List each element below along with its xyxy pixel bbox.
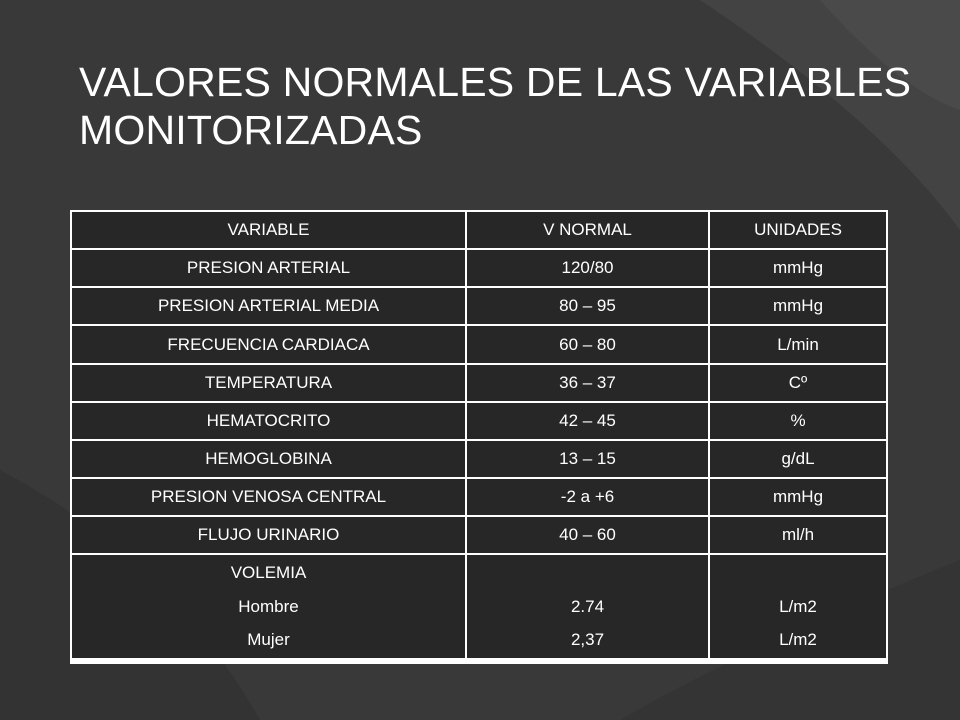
normal-value-cell: 60 – 80: [467, 326, 708, 362]
values-table: [70, 210, 888, 660]
table-row: [72, 441, 886, 477]
normal-value-cell: 120/80: [467, 250, 708, 286]
table-row: [72, 517, 886, 553]
table-row: [72, 479, 886, 515]
variable-cell: PRESION VENOSA CENTRAL: [72, 479, 465, 515]
table-row: [72, 288, 886, 324]
volemia-mujer-label: Mujer: [247, 630, 290, 650]
variable-cell: HEMOGLOBINA: [72, 441, 465, 477]
volemia-mujer-unit: L/m2: [779, 630, 817, 650]
title-line-1: VALORES NORMALES DE LAS VARIABLES: [79, 59, 912, 105]
volemia-label: VOLEMIA: [230, 563, 307, 583]
table-header-row: [72, 212, 886, 248]
title-line-2: MONITORIZADAS: [79, 107, 423, 153]
volemia-mujer-value: 2,37: [570, 630, 605, 650]
variable-cell: HEMATOCRITO: [72, 403, 465, 439]
volemia-hombre-unit: L/m2: [779, 596, 817, 616]
variable-cell: TEMPERATURA: [72, 365, 465, 401]
normal-value-cell: 80 – 95: [467, 288, 708, 324]
normal-value-cell: -2 a +6: [467, 479, 708, 515]
header-units: UNIDADES: [710, 212, 886, 248]
volemia-hombre-value: 2.74: [570, 596, 605, 616]
units-cell: g/dL: [710, 441, 886, 477]
units-cell: mmHg: [710, 250, 886, 286]
table-row-volemia: [72, 555, 886, 658]
units-cell: mmHg: [710, 479, 886, 515]
table-row: [72, 403, 886, 439]
variable-cell: PRESION ARTERIAL: [72, 250, 465, 286]
variable-cell: PRESION ARTERIAL MEDIA: [72, 288, 465, 324]
units-cell: Cº: [710, 365, 886, 401]
volemia-units-cell: [710, 555, 886, 658]
volemia-value-cell: [467, 555, 708, 658]
values-table-frame: [70, 210, 888, 664]
units-cell: ml/h: [710, 517, 886, 553]
units-cell: %: [710, 403, 886, 439]
table-row: [72, 365, 886, 401]
normal-value-cell: 13 – 15: [467, 441, 708, 477]
variable-cell: FRECUENCIA CARDIACA: [72, 326, 465, 362]
normal-value-cell: 36 – 37: [467, 365, 708, 401]
normal-value-cell: 42 – 45: [467, 403, 708, 439]
header-variable: VARIABLE: [72, 212, 465, 248]
table-row: [72, 250, 886, 286]
normal-value-cell: 40 – 60: [467, 517, 708, 553]
variable-cell: FLUJO URINARIO: [72, 517, 465, 553]
units-cell: L/min: [710, 326, 886, 362]
header-normal-value: V NORMAL: [467, 212, 708, 248]
table-row: [72, 326, 886, 362]
volemia-hombre-label: Hombre: [238, 596, 299, 616]
units-cell: mmHg: [710, 288, 886, 324]
slide-title: [79, 58, 919, 154]
volemia-variable-cell: [72, 555, 465, 658]
